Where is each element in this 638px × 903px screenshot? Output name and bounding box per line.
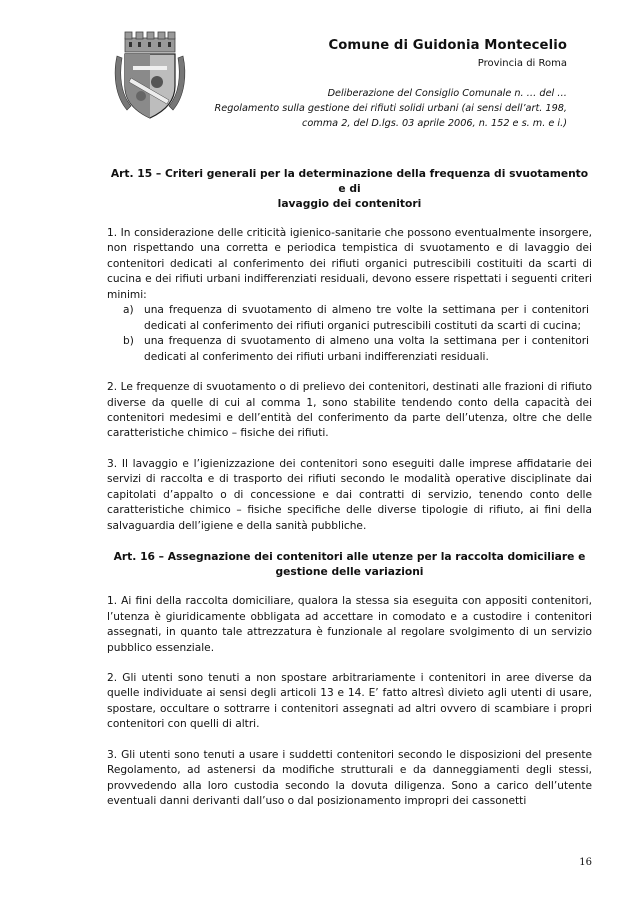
document-body [107, 166, 592, 810]
list-item-text: una frequenza di svuotamento di almeno una volta la settimana per i contenitori dedicati al conferimento dei rifiuti urbani indifferenziati residuali. [144, 335, 589, 363]
letterhead [147, 38, 567, 69]
article-16-paragraph-3: 3. Gli utenti sono tenuti a usare i suddetti contenitori secondo le disposizioni del presente Regolamento, ad astenersi da modifiche strutturali e da danneggiamenti degli stessi, provvedendo alla loro custodia secondo la dovuta diligenza. Sono a carico dell’utente eventuali danni derivanti dall’uso o dal posizionamento impropri dei cassonetti [107, 748, 592, 808]
municipality-name: Comune di Guidonia Montecelio [328, 38, 567, 53]
article-15-title-line-2: lavaggio dei contenitori [277, 197, 422, 210]
article-16-title-line-1: Art. 16 – Assegnazione dei contenitori alle utenze per la raccolta domiciliare e [113, 550, 586, 564]
deliberation-line-3: comma 2, del D.lgs. 03 aprile 2006, n. 152 e s. m. e i.) [302, 118, 567, 129]
list-item-label: b) [123, 335, 134, 348]
article-16-title [107, 549, 592, 579]
list-item-text: una frequenza di svuotamento di almeno tre volte la settimana per i contenitori dedicati al conferimento dei rifiuti organici putrescibili costituti da scarti di cucina; [144, 304, 589, 332]
article-15-title-line-1: Art. 15 – Criteri generali per la determinazione della frequenza di svuotamento e di [110, 167, 589, 195]
criteria-list [107, 303, 592, 365]
list-item-label: a) [123, 304, 134, 317]
deliberation-reference [167, 86, 567, 131]
list-item [107, 334, 592, 365]
article-15-paragraph-1: 1. In considerazione delle criticità igienico-sanitarie che possono eventualmente insorgere, non rispettando una corretta e periodica tempistica di svuotamento e di lavaggio dei contenitori dedicati al conferimento dei rifiuti organici putrescibili costituiti da scarti di cucina e dei rifiuti urbani indifferenziati residuali, devono essere rispettati i seguenti criteri minimi: [107, 227, 592, 301]
article-15-title [107, 166, 592, 211]
article-16-paragraph-2: 2. Gli utenti sono tenuti a non spostare arbitrariamente i contenitori in aree diverse da quelle individuate ai sensi degli articoli 13 e 14. E’ fatto altresì divieto agli utenti di usare, spostare, occultare o sottrarre i contenitori assegnati ad altri ovvero di scambiare i propri contenitori con quelli di altri. [107, 671, 592, 731]
deliberation-line-2: Regolamento sulla gestione dei rifiuti solidi urbani (ai sensi dell’art. 198, [214, 103, 567, 114]
article-15-paragraph-2: 2. Le frequenze di svuotamento o di prelievo dei contenitori, destinati alle frazioni di rifiuto diverse da quelle di cui al comma 1, sono stabilite tendendo conto della capacità dei contenitori medesimi e dell’entità del conferimento da parte dell’utenza, oltre che delle caratteristiche chimico – fisiche dei rifiuti. [107, 381, 592, 440]
article-15-paragraph-3: 3. Il lavaggio e l’igienizzazione dei contenitori sono eseguiti dalle imprese affidatarie dei servizi di raccolta e di trasporto dei rifiuti secondo le modalità operative disciplinate dai capitolati d’appalto o di concessione e dai contratti di servizio, tenendo conto delle caratteristiche chimico – fisiche specifiche delle diverse tipologie di rifiuto, ai fini della salvaguardia dell’igiene e della sanità pubbliche. [107, 457, 592, 532]
page-number: 16 [579, 857, 592, 868]
province-name: Provincia di Roma [477, 58, 567, 69]
article-16-title-line-2: gestione delle variazioni [275, 565, 424, 579]
deliberation-line-1: Deliberazione del Consiglio Comunale n. … del … [327, 88, 567, 99]
article-16-paragraph-1: 1. Ai fini della raccolta domiciliare, qualora la stessa sia eseguita con appositi contenitori, l’utenza è giuridicamente obbligata ad accettare in comodato e a custodire i contenitori assegnati, in quanto tale attrezzatura è funzionale al regolare svolgimento di un servizio pubblico essenziale. [107, 595, 592, 654]
list-item [107, 303, 592, 334]
